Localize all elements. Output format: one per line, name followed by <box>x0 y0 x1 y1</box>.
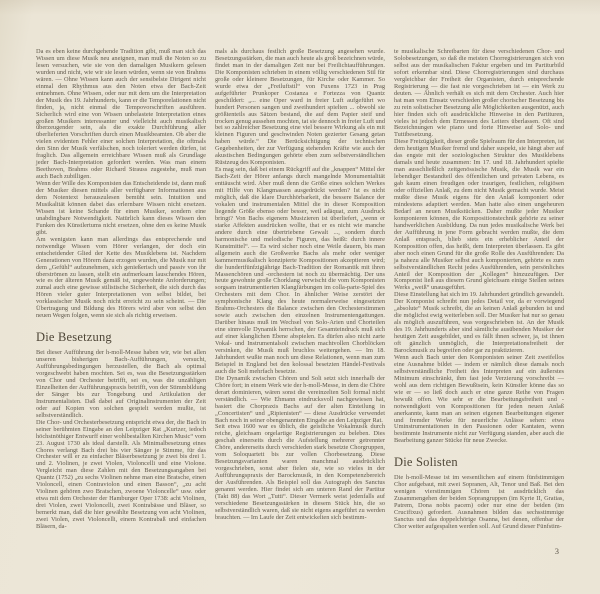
text-column-2 <box>215 49 385 531</box>
text-column-3 <box>394 49 564 531</box>
text-paragraph: Die Dynamik zwischen Chören und Soli setzt sich innerhalb der Chöre fort; in einem Werk wie der h-moll-Messe, in dem die Chöre derart dominieren, wären sonst die vereinzelten Soli formal nicht verständlich. — Wie Ehmann eindrucksvoll nachgewiesen hat, basiert die Chorpraxis Bachs auf der alten Einteilung in „Concertisten“ und „Ripienisten“ — diese Ausdrücke verwendet Bach noch in seiner obengenannten Eingabe an den Leipziger Rat. <box>215 374 385 424</box>
text-paragraph: Diese Einstellung hat sich im 19. Jahrhundert gründlich gewandelt. Der Komponist schreibt nun jedes Detail vor, da er vorwiegend „absolute“ Musik schreibt, die an keinen Anlaß gebunden ist und die möglichst ewig weiterleben soll. Der Musiker hat nur so genau als möglich auszuführen, was vorgeschrieben ist. An der Musik des 19. Jahrhunderts aber sind sämtliche ausübenden Musiker der heutigen Zeit ausgebildet, und es fällt ihnen schwer, ja, ist ihnen oft gänzlich unmöglich, die Interpretationsfreiheit der Barockmusik zu begreifen oder gar zu praktizieren. <box>394 291 564 354</box>
text-paragraph: Es mag sein, daß bei einem Rückgriff auf die „knappen“ Mittel der Bach-Zeit der Hörer anfangs durch mangelnde Monumentalität enttäuscht wird. Aber muß denn die Größe eines solchen Werkes mit Hilfe von Klangmassen ausgedrückt werden? Ist es nicht möglich, daß die klare Durchhörbarkeit, die bessere Balance der vokalen und instrumentalen Mittel die in dieser Komposition liegende Größe ebenso oder besser, weil adäquat, zum Ausdruck bringt? Von Bachs eigenem Musizieren ist überliefert, „wenn er starke Affekten ausdrücken wollte, that er es nicht wie manche andere durch eine übertriebene Gewalt ..., sondern durch harmonische und melodische Figuren, das heißt: durch innere Kunstmittel“. — Es wird sicher noch eine Weile dauern, bis man allgemein auch die Großwerke Bachs als mehr oder weniger kammermusikalisch konzipierte Kompositionen akzeptieren wird; die hundertfünfzigjährige Bach-Tradition der Romantik mit ihren Massenchören und -orchestern ist noch zu übermächtig. Der uns heute gewohnte große Chorklang verwischt die vom Komponisten sorgsam instrumentierten Klangfärbungen im colla-parte-Spiel des Orchesters mit dem Chor. In ähnlicher Weise zerstört der symphonische Klang des heute normalerweise eingesetzten Brahms-Orchesters die Balance zwischen den Orchesterstimmen sowie auch zwischen den einzelnen Instrumentengattungen. Darüber hinaus muß im Wechsel von Solo-Arien und Chorteilen eine sinnvolle Dynamik herrschen, der Gesamteindruck muß sich auf einer klanglichen Ebene abspielen. Es dürfen also nicht zarte Vokal- und Instrumentalsoli zwischen machtvollen Chorblöcken versinken, die Musik muß bruchlos weitergehen. — Im 18. Jahrhundert wußte man noch um diese Relationen, wenn man zum Beispiel in England bei den kolossal besetzten Händel-Festivals auch die Soli mehrfach besetzte. <box>215 166 385 375</box>
page-number: 3 <box>554 546 559 556</box>
text-paragraph: Wenn auch Bach unter den Komponisten seiner Zeit zweifellos eine Ausnahme bildet — indem er nämlich diese damals noch selbstverständliche Freiheit des Interpreten auf ein äußerstes Minimum einschränkt, ihm fast jede Verzierung vorschreibt — wohl aus dem richtigen Bewußtsein, kein Künstler könne das so wie er — so ließ doch auch er eine ganze Reihe von Fragen bewußt offen. Wie sehr er die Bearbeitungsfreiheit und -notwendigkeit von Kompositionen für jeden neuen Anlaß anerkannte, kann man an seinen eigenen Bearbeitungen eigener und fremder Werke für neuerliche Anlässe sehen: etwa Uminstrumentationen in den Passionen oder Kantaten, wenn bestimmte Instrumente nicht zur Verfügung standen, aber auch die Bearbeitung ganzer Stücke für neue Zwecke. <box>394 353 564 445</box>
text-paragraph: Diese Freizügigkeit, dieser große Spielraum für den Interpreten, ist dem heutigen Musiker fremd und daher suspekt, sie hängt aber auf das engste mit der soziologischen Struktur des Musiklebens damals und heute zusammen: Im 17. und 18. Jahrhundert spielte man ausschließlich zeitgenössische Musik, die Musik war ein lebendiger Bestandteil des öffentlichen und privaten Lebens, es gab kaum einen freudigen oder traurigen, festlichen, religiösen oder offiziellen Anlaß, zu dem nicht Musik gemacht wurde. Meist mußte diese Musik eigens für den Anlaß komponiert oder mindestens adaptiert werden. Man hatte also einen ungeheuren Bedarf an neuen Musikstücken. Daher mußte jeder Musiker komponieren können, die Kompositionstechnik gehörte zu seiner handwerklichen Ausbildung. Da nun jedes musikalische Werk bei der Aufführung in jene Form gebracht werden mußte, die dem Anlaß entsprach, blieb stets ein erheblicher Anteil der Komposition offen, das heißt, dem Interpreten überlassen. Es gibt aber noch einen Grund für die große Rolle des Ausführenden: Da ja nahezu alle Musiker selbst auch komponierten, gehörte es zum selbstverständlichen Recht jedes Ausführenden, sein persönliches Anteil der Komposition der „Kollegen“ hinzuzufügen. Der Komponist ließ aus diesem Grund gleichsam einige Stellen seines Werks „weiß“ unausgeführt. <box>394 138 564 292</box>
text-paragraph: Wenn der Wille des Komponisten das Entscheidende ist, dann muß der Musiker diesen mittels aller verfügbarer Informationen aus dem Notentext herauszulesen bemüht sein. Intuition und Musikalität können dabei das erlernbare Wissen nicht ersetzen. Wissen ist keine Schande für einen Musiker, sondern eine unabdingbare Notwendigkeit. Natürlich kann dieses Wissen den Funken des Künstlertums nicht ersetzen, ohne den es keine Musik gibt. <box>36 180 206 236</box>
text-paragraph: Bei dieser Aufführung der h-moll-Messe haben wir, wie bei allen unseren bisherigen Bach-Aufführungen, versucht, Aufführungsbedingungen herzustellen, die Bach als optimal vorgeschwebt haben mochten. Sei es, was die Besetzungsstärken von Chor und Orchester betrifft, sei es, was die unzähligen Einzelheiten der Aufführungspraxis betrifft, von der Stimmbildung der Sänger bis zur Tongebung und Artikulation der Instrumentalisten. Daß dabei auf Originalinstrumenten der Zeit oder auf Kopien von solchen gespielt werden mußte, ist selbstverständlich. <box>36 349 206 419</box>
text-column-1 <box>36 49 206 531</box>
text-paragraph: Am wenigsten kann man allerdings das entsprechende und notwendige Wissen vom Hörer verlangen, der doch ein entscheidender Glied der Kette des Musiklebens ist. Nachdem Generationen von Hörern dazu erzogen wurden, die Musik nur mit dem „Gefühl“ aufzunehmen, sich genießerisch und passiv von ihr überströmen zu lassen, stellt ein aufmerksam lauschendes Hören, wie es der älteren Musik gemäß ist, ungewohnte Anforderungen; zumal auch eine gewisse stilistische Sicherheit, die sich durch das Hören vieler guter Interpretationen von selbst bildet, bei vorklassischer Musik noch nicht erreicht zu sein scheint. — Die Übertragung und Bildung des Hörers wird aber von selbst den neuen Wegen folgen, wenn sie sich als richtig erweisen. <box>36 235 206 320</box>
text-paragraph: Da es eben keine durchgehende Tradition gibt, muß man sich das Wissen um diese Musik neu aneignen, man muß die Noten so zu lesen versuchen, wie sie von den damaligen Musikern gelesen wurden und nicht, wie wir sie lesen würden, wenn sie von Brahms wären. — Ohne Wissen kann auch der sensibelste Dirigent nicht einmal den Rhythmus aus den Noten etwa der Bach-Zeit entnehmen. Ohne Wissen, oder nur mit dem um die Interpretation der Musik des 19. Jahrhunderts, kann er die Temporelationen nicht finden, ja, nicht einmal die Tempovorschriften ausführen. Sicherlich wird eine von Wissen unbelastete Interpretation eines großen Musikers interessanter und vielleicht auch musikalisch überzeugender sein, als die exakte Durchführung aller überlieferten Vorschriften durch einen Musikbeamten. Ob aber die vielen evidenten Fehler einer solchen Interpretation, die oftmals den Sinn der Musik verfälschen, noch toleriert werden dürfen, ist fraglich. Das allgemein erreichbare Wissen muß als Grundlage jeder Bach-Interpretation gefordert werden. Was man einem Beethoven, Brahms oder Richard Strauss zugestehe, muß man auch Bach zubilligen. <box>36 48 206 181</box>
text-paragraph: te musikalische Schreibarten für diese verschiedenen Chor- und Solobesetzungen, so daß die meisten Chorregistrierungen sich von selbst aus der musikalischen Faktur ergeben und im Partiturbild sofort erkennbar sind. Diese Chorregistrierungen sind durchaus vergleichbar der Freiheit der Organisten, durch entsprechende Registrierung — die fast nie vorgeschrieben ist — ein Werk zu deuten. — Ähnlich verhält es sich mit dem Orchester. Auch hier hat man vom Einsatz verschieden großer chorischer Besetzung bis zu rein solistischer Besetzung alle Möglichkeiten ausgenützt, auch hier finden sich oft ausdrückliche Hinweise in den Partituren, vieles ist jedoch dem Ermessen des Leiters überlassen. Oft sind Bezeichnungen wie piano und forte Hinweise auf Solo- und Tuttibesetzung. <box>394 48 564 139</box>
text-paragraph: Die Chor- und Orchesterbesetzung entspricht etwa der, die Bach in seiner berühmten Eingabe an den Leipziger Rat „Kurtzer, iedoch höchstnöthiger Entwurff einer wohlbestallten Kirchen Music“ vom 23. August 1730 als ideal darstellt. Als Minimalbesetzung eines Chores verlangt Bach drei bis vier Sänger je Stimme, für das Orchester will er zu einfacher Bläserbesetzung je zwei bis drei 1. und 2. Violinen, je zwei Violen, Violoncelli und eine Violone. Vergleicht man diese Zahlen mit den Besetzungsangaben bei Quantz (1752) „zu sechs Violinen nehme man eine Bratsche, einen Violoncell, einen Contraviolon und einen Basson“, „zu acht Violinen gehören zwo Bratschen, zwoene Violoncelle“ usw. oder etwa mit dem Orchester der Hamburger Oper 1738: acht Violinen, drei Violen, zwei Violoncelli, zwei Kontrabässe und Bläser, so bemerkt man, daß die hier gewählte Besetzung von acht Violinen, zwei Violen, zwei Violoncelli, einem Kontrabaß und einfachen Bläsern, da- <box>36 418 206 530</box>
text-columns <box>36 49 564 531</box>
text-paragraph: mals als durchaus festlich große Besetzung angesehen wurde. Besetzungsstärken, die man auch heute als groß bezeichnen würde, findet man in der damaligen Zeit nur bei Freilichtaufführungen. Die Komponisten schrieben in einem völlig verschiedenen Stil für große oder kleinere Besetzungen, für Kirche oder Kammer. So wurde etwa der „Freiluftstil“ von Fuxens 1723 in Prag aufgeführter Prunkoper Costanza e Fortezza von Quantz geschildert: „... eine Oper ward in freier Luft aufgeführt wo hundert Personen sangen und zweihundert spielten ... obwohl sie größtenteils aus Sätzen bestand, die auf dem Papier steif und trocken genug aussehen mochten, tat sie dennoch in freier Luft und bei so zahlreicher Besetzung eine viel bessere Wirkung als ein mit kleinen Figuren und geschwinden Noten gezierter Gesang getan haben würde.“ Die Berücksichtigung der technischen Gegebenheiten, der zur Verfügung stehenden Kräfte wie auch der akustischen Bedingungen gehörte eben zum selbstverständlichen Rüstzeug des Komponisten. <box>215 48 385 167</box>
text-paragraph: Die h-moll-Messe ist im wesentlichen auf einem fünfstimmigen Chor aufgebaut, mit zwei Sopranen, Alt, Tenor und Baß. Bei den wenigen vierstimmigen Chören ist ausdrücklich das Zusammengehen der beiden Soprangruppen (im Kyrie II, Gratias, Patrem, Dona nobis pacem) oder nur eine der beiden (im Crucifixus) gefordert. Ausnahmen bilden das sechsstimmige Sanctus und das doppelchörige Osanna, bei denen, offenbar der Chor weiter aufgespalten werden soll. Auf Grund dieser Fünfstim- <box>394 474 564 530</box>
section-heading: Die Besetzung <box>36 330 112 345</box>
section-heading: Die Solisten <box>394 455 458 470</box>
text-paragraph: Seit etwa 1600 war es üblich, die geistliche Vokalmusik durch reiche, gleichsam orgelartige Registrierungen zu beleben. Dies geschah einerseits durch die Aufstellung mehrerer getrennter Chöre, andererseits durch verschieden stark besetzte Chorgruppen, vom Soloquartett bis zur vollen Chorbesetzung. Diese Besetzungsvarianten waren manchmal ausdrücklich vorgeschrieben, sonst aber fielen sie, wie so vieles in der Aufführungspraxis der Barockmusik, in den Kompetenzbereich der Ausführenden. Als Beispiel soll das Autograph des Sanctus genannt werden. Hier findet sich am unteren Rand der Partitur (Takt 88) das Wort „Tutti“. Dieser Vermerk weist jedenfalls auf verschiedene Besetzungsstärken in diesem Stück hin, die so selbstverständlich waren, daß sie nicht eigens angeführt zu werden brauchten. — Im Laufe der Zeit entwickelten sich bestimm- <box>215 423 385 521</box>
